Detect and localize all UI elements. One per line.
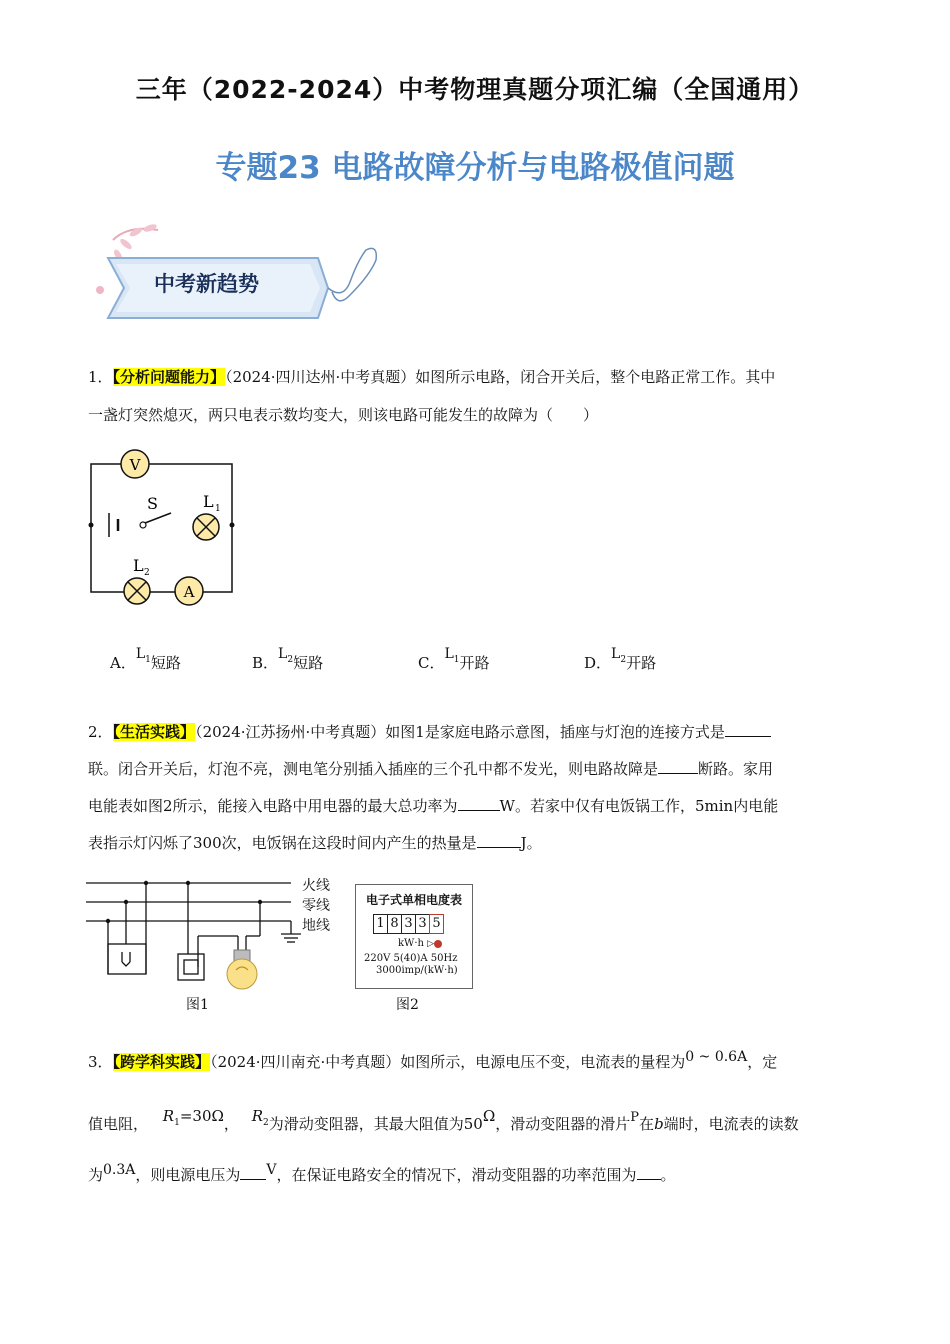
q3-text3b: ，则电源电压为 xyxy=(135,1166,241,1184)
live-wire-label: 火线 xyxy=(302,878,330,894)
meter-digit: 3 xyxy=(415,914,430,934)
answer-blank[interactable] xyxy=(477,832,521,848)
q3-text1a: （2024·四川南充·中考真题）如图所示，电源电压不变，电流表的量程为 xyxy=(210,1053,686,1071)
q1-circuit-diagram xyxy=(85,443,245,613)
option-lamp: L xyxy=(611,646,621,662)
q3-text2c: ，滑动变阻器的滑片 xyxy=(495,1115,631,1133)
option-letter: B． xyxy=(252,654,279,672)
r1-value: =30Ω xyxy=(179,1107,224,1125)
q3-number: 3． xyxy=(88,1053,113,1071)
q2-text2b: 断路。家用 xyxy=(698,760,774,778)
q2-text3b: W。若家中仅有电饭锅工作，5min内电能 xyxy=(499,797,779,815)
option-text: 开路 xyxy=(459,654,490,672)
wire-labels xyxy=(302,876,330,936)
q3-text2e: 端时，电流表的读数 xyxy=(663,1115,799,1133)
q2-number: 2． xyxy=(88,723,113,741)
option-sub: 1 xyxy=(453,655,460,665)
energy-meter xyxy=(355,884,473,989)
q2-line3 xyxy=(88,795,778,816)
q3-text2b: 为滑动变阻器，其最大阻值为50 xyxy=(268,1115,483,1133)
q2-text4a: 表指示灯闪烁了300次，电饭锅在这段时间内产生的热量是 xyxy=(88,834,477,852)
q3-text3a: 为 xyxy=(88,1166,104,1184)
q1-line2: 一盏灯突然熄灭，两只电表示数均变大，则该电路可能发生的故障为（ ） xyxy=(88,406,599,424)
option-lamp: L xyxy=(135,646,146,662)
q2-tag: 【生活实践】 xyxy=(112,723,196,741)
q2-line2 xyxy=(88,758,773,779)
figure1-caption: 图1 xyxy=(186,997,209,1013)
figure2-caption: 图2 xyxy=(396,997,419,1013)
q3-range: 0 ~ 0.6A xyxy=(685,1049,748,1065)
q1-option-b[interactable] xyxy=(252,646,324,673)
option-letter: A． xyxy=(110,654,136,672)
meter-unit-row: kW·h ▷ xyxy=(398,938,472,949)
meter-digit: 8 xyxy=(387,914,402,934)
q3-tag: 【跨学科实践】 xyxy=(112,1053,211,1071)
q1-number: 1． xyxy=(88,368,113,386)
option-sub: 1 xyxy=(145,655,151,665)
q3-text1b: ，定 xyxy=(747,1053,778,1071)
answer-blank[interactable] xyxy=(458,795,500,811)
r2-subscript: 2 xyxy=(263,1118,269,1128)
meter-digit: 1 xyxy=(373,914,388,934)
option-lamp: L xyxy=(444,646,454,662)
q3-current: 0.3A xyxy=(103,1162,136,1178)
q1-text1: （2024·四川达州·中考真题）如图所示电路，闭合开关后，整个电路正常工作。其中 xyxy=(225,368,776,386)
q2-figure1-household-circuit xyxy=(86,872,336,1017)
option-text: 短路 xyxy=(293,654,324,672)
q2-text3a: 电能表如图2所示，能接入电路中用电器的最大总功率为 xyxy=(88,797,458,815)
q1-tag: 【分析问题能力】 xyxy=(112,368,226,386)
option-letter: D． xyxy=(584,654,612,672)
sub-title: 专题23 电路故障分析与电路极值问题 xyxy=(215,150,735,186)
ohm-symbol: Ω xyxy=(482,1107,496,1125)
lamp2-label: L xyxy=(133,556,144,575)
option-text: 短路 xyxy=(150,654,181,672)
lamp2-subscript: 2 xyxy=(144,568,150,578)
answer-blank[interactable] xyxy=(658,758,698,774)
q3-text2a: 值电阻， xyxy=(88,1115,149,1133)
q2-text4b: J。 xyxy=(520,834,542,852)
earth-wire-label: 地线 xyxy=(302,918,330,934)
q3-line1 xyxy=(88,1049,778,1073)
indicator-light-icon xyxy=(434,940,442,948)
meter-digits xyxy=(374,914,472,934)
meter-digit: 5 xyxy=(429,914,444,934)
slider-p: P xyxy=(630,1110,640,1125)
answer-blank[interactable] xyxy=(725,721,771,737)
neutral-wire-label: 零线 xyxy=(302,898,330,914)
meter-spec2: 3000imp/(kW·h) xyxy=(376,965,458,976)
q3-line3 xyxy=(88,1164,676,1186)
q1-option-c[interactable] xyxy=(418,646,490,673)
banner-label: 中考新趋势 xyxy=(154,272,259,296)
voltmeter-label: V xyxy=(129,456,141,474)
option-sub: 2 xyxy=(620,655,627,665)
option-lamp: L xyxy=(278,646,288,662)
lamp1-subscript: 1 xyxy=(215,504,221,514)
option-text: 开路 xyxy=(626,654,657,672)
r1-subscript: 1 xyxy=(174,1118,180,1128)
q2-line4 xyxy=(88,832,542,853)
volt-unit: V xyxy=(266,1162,277,1178)
meter-unit: kW·h xyxy=(398,938,424,949)
q3-text3c: ，在保证电路安全的情况下，滑动变阻器的功率范围为 xyxy=(276,1166,637,1184)
q1-line1 xyxy=(88,367,775,387)
meter-title: 电子式单相电度表 xyxy=(365,893,462,907)
main-title: 三年（2022-2024）中考物理真题分项汇编（全国通用） xyxy=(135,75,815,104)
q1-option-d[interactable] xyxy=(584,646,657,673)
q2-text1: （2024·江苏扬州·中考真题）如图1是家庭电路示意图，插座与灯泡的连接方式是 xyxy=(195,723,725,741)
option-letter: C． xyxy=(418,654,445,672)
q3-text2d: 在 xyxy=(639,1115,655,1133)
r2-symbol: R xyxy=(251,1107,264,1125)
answer-blank[interactable] xyxy=(240,1164,266,1180)
meter-spec1: 220V 5(40)A 50Hz xyxy=(364,953,458,964)
switch-label: S xyxy=(147,494,158,513)
ammeter-label: A xyxy=(183,583,195,601)
q2-text2a: 联。闭合开关后，灯泡不亮，测电笔分别插入插座的三个孔中都不发光，则电路故障是 xyxy=(88,760,659,778)
option-sub: 2 xyxy=(287,655,294,665)
q3-line2: 值电阻， $R^1=30\Omega$， $R^2$为滑动变阻器，其最大阻值为50Ω，滑动变阻器的滑片P在b端时，电流表的读数 xyxy=(88,1107,799,1133)
q2-line1 xyxy=(88,721,771,742)
q3-text3d: 。 xyxy=(660,1166,676,1184)
end-b: b xyxy=(654,1115,664,1133)
answer-blank[interactable] xyxy=(637,1164,661,1180)
lamp1-label: L xyxy=(203,492,214,511)
r1-symbol: R xyxy=(162,1107,175,1125)
meter-digit: 3 xyxy=(401,914,416,934)
q1-option-a[interactable] xyxy=(110,646,181,673)
